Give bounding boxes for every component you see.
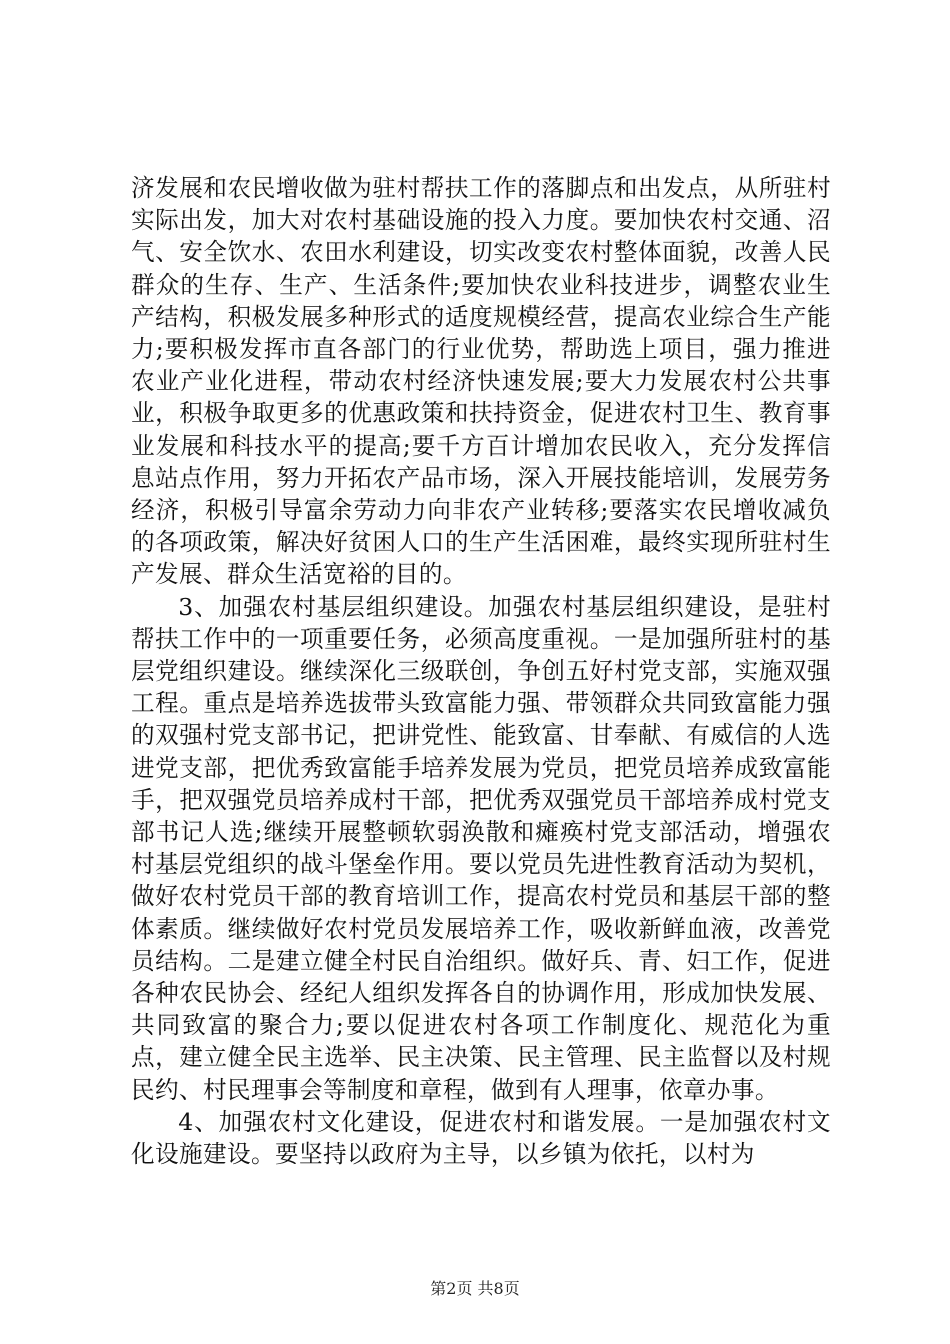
page-number-footer: 第2页 共8页 [430, 1279, 520, 1298]
paragraph-section-3: 3、加强农村基层组织建设。加强农村基层组织建设，是驻村帮扶工作中的一项重要任务，必须高度重视。一是加强所驻村的基层党组织建设。继续深化三级联创，争创五好村党支部，实施双强工程。重点是培养选拔带头致富能力强、带领群众共同致富能力强的双强村党支部书记，把讲党性、能致富、甘奉献、有威信的人选进党支部，把优秀致富能手培养发展为党员，把党员培养成致富能手，把双强党员培养成村干部，把优秀双强党员干部培养成村党支部书记人选;继续开展整顿软弱涣散和瘫痪村党支部活动，增强农村基层党组织的战斗堡垒作用。要以党员先进性教育活动为契机，做好农村党员干部的教育培训工作，提高农村党员和基层干部的整体素质。继续做好农村党员发展培养工作，吸收新鲜血液，改善党员结构。二是建立健全村民自治组织。做好兵、青、妇工作，促进各种农民协会、经纪人组织发挥各自的协调作用，形成加快发展、共同致富的聚合力;要以促进农村各项工作制度化、规范化为重点，建立健全民主选举、民主决策、民主管理、民主监督以及村规民约、村民理事会等制度和章程，做到有人理事，依章办事。 [131, 592, 831, 1104]
paragraph-section-4: 4、加强农村文化建设，促进农村和谐发展。一是加强农村文化设施建设。要坚持以政府为主导，以乡镇为依托，以村为 [131, 1107, 831, 1169]
paragraph-continuation: 济发展和农民增收做为驻村帮扶工作的落脚点和出发点，从所驻村实际出发，加大对农村基础设施的投入力度。要加快农村交通、沼气、安全饮水、农田水利建设，切实改变农村整体面貌，改善人民群众的生存、生产、生活条件;要加快农业科技进步，调整农业生产结构，积极发展多种形式的适度规模经营，提高农业综合生产能力;要积极发挥市直各部门的行业优势，帮助选上项目，强力推进农业产业化进程，带动农村经济快速发展;要大力发展农村公共事业，积极争取更多的优惠政策和扶持资金，促进农村卫生、教育事业发展和科技水平的提高;要千方百计增加农民收入，充分发挥信息站点作用，努力开拓农产品市场，深入开展技能培训，发展劳务经济，积极引导富余劳动力向非农产业转移;要落实农民增收减负的各项政策，解决好贫困人口的生产生活困难，最终实现所驻村生产发展、群众生活宽裕的目的。 [131, 174, 831, 589]
document-body [131, 172, 831, 1170]
